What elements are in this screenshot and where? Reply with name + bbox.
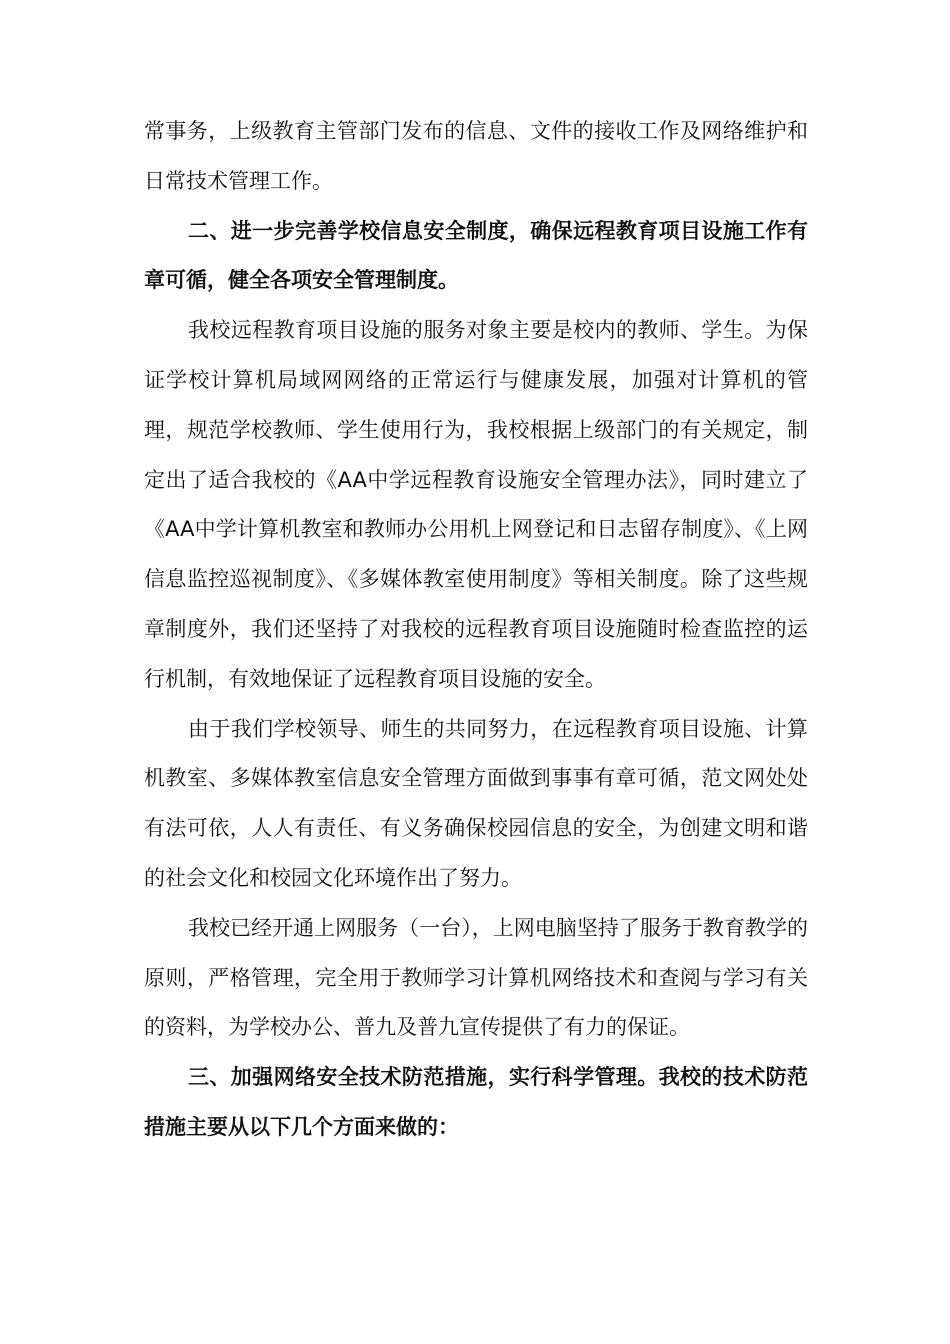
paragraph-service-objects: 我校远程教育项目设施的服务对象主要是校内的教师、学生。为保证学校计算机局域网网络的正常运行与健康发展，加强对计算机的管理，规范学校教师、学生使用行为，我校根据上级部门的有关规定，制定出了适合我校的《AA中学远程教育设施安全管理办法》，同时建立了《AA中学计算机教室和教师办公用机上网登记和日志留存制度》、《上网信息监控巡视制度》、《多媒体教室使用制度》等相关制度。除了这些规章制度外，我们还坚持了对我校的远程教育项目设施随时检查监控的运行机制，有效地保证了远程教育项目设施的安全。 xyxy=(144,318,808,691)
paragraph-continuation: 常事务，上级教育主管部门发布的信息、文件的接收工作及网络维护和日常技术管理工作。 xyxy=(144,119,808,193)
paragraph-internet-service: 我校已经开通上网服务（一台），上网电脑坚持了服务于教育教学的原则，严格管理，完全用于教师学习计算机网络技术和查阅与学习有关的资料，为学校办公、普九及普九宣传提供了有力的保证。 xyxy=(144,915,808,1040)
section-heading-two: 二、进一步完善学校信息安全制度，确保远程教育项目设施工作有章可循，健全各项安全管理制度。 xyxy=(144,218,808,293)
paragraph-joint-effort: 由于我们学校领导、师生的共同努力，在远程教育项目设施、计算机教室、多媒体教室信息安全管理方面做到事事有章可循，范文网处处有法可依，人人有责任、有义务确保校园信息的安全，为创建文明和谐的社会文化和校园文化环境作出了努力。 xyxy=(144,716,808,890)
document-body xyxy=(144,107,808,1153)
section-heading-three: 三、加强网络安全技术防范措施，实行科学管理。我校的技术防范措施主要从以下几个方面来做的： xyxy=(144,1065,808,1139)
